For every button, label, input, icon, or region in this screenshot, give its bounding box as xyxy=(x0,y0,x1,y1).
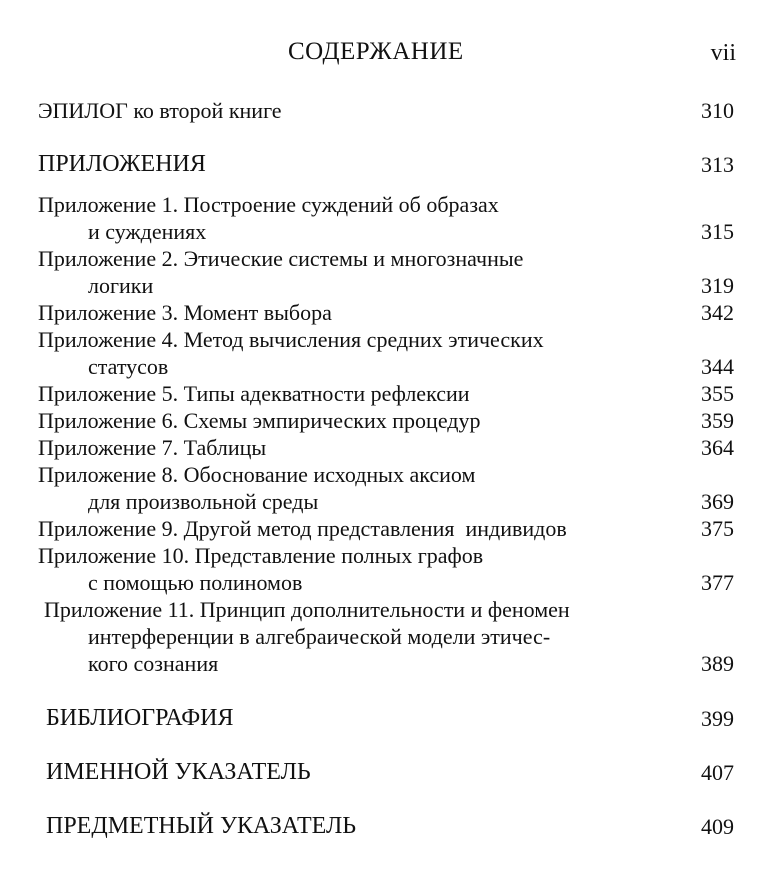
toc-page-bibliography: 399 xyxy=(701,706,734,731)
toc-page-appendix-5: 355 xyxy=(701,381,734,406)
toc-page-subject-index: 409 xyxy=(701,814,734,839)
toc-entry-appendix-5: Приложение 5. Типы адекватности рефлексии xyxy=(38,381,470,406)
toc-entry-appendix-9: Приложение 9. Другой метод представления индивидов xyxy=(38,516,567,541)
toc-entry-appendix-10-cont: с помощью полиномов xyxy=(88,570,303,595)
toc-entry-appendices-section: ПРИЛОЖЕНИЯ xyxy=(38,151,206,177)
toc-page-appendix-7: 364 xyxy=(701,435,734,460)
toc-entry-epilog: ЭПИЛОГ ко второй книге xyxy=(38,98,282,123)
toc-entry-appendix-11-cont: интерференции в алгебраической модели этичес- xyxy=(88,624,551,649)
toc-entry-subject-index: ПРЕДМЕТНЫЙ УКАЗАТЕЛЬ xyxy=(46,813,357,839)
toc-entry-appendix-7: Приложение 7. Таблицы xyxy=(38,435,267,460)
toc-page-appendix-3: 342 xyxy=(701,300,734,325)
toc-entry-appendix-11: Приложение 11. Принцип дополнительности и феномен xyxy=(44,597,570,622)
toc-page-appendix-10: 377 xyxy=(701,570,734,595)
toc-entry-appendix-2: Приложение 2. Этические системы и многозначные xyxy=(38,246,524,271)
toc-entry-name-index: ИМЕННОЙ УКАЗАТЕЛЬ xyxy=(46,759,311,785)
toc-page-appendix-6: 359 xyxy=(701,408,734,433)
toc-entry-appendix-3: Приложение 3. Момент выбора xyxy=(38,300,332,325)
toc-page-appendix-8: 369 xyxy=(701,489,734,514)
toc-page-appendix-4: 344 xyxy=(701,354,734,379)
toc-entry-appendix-8: Приложение 8. Обоснование исходных аксиом xyxy=(38,462,476,487)
toc-entry-appendix-4-cont: статусов xyxy=(88,354,169,379)
toc-entry-appendix-4: Приложение 4. Метод вычисления средних этических xyxy=(38,327,544,352)
toc-page-appendix-2: 319 xyxy=(701,273,734,298)
toc-page-appendix-9: 375 xyxy=(701,516,734,541)
toc-page-epilog: 310 xyxy=(701,98,734,123)
toc-entry-appendix-6: Приложение 6. Схемы эмпирических процедур xyxy=(38,408,481,433)
toc-page-appendices-section: 313 xyxy=(701,152,734,177)
page-number: vii xyxy=(710,40,736,66)
toc-entry-appendix-10: Приложение 10. Представление полных графов xyxy=(38,543,484,568)
toc-page-appendix-1: 315 xyxy=(701,219,734,244)
toc-page-appendix-11: 389 xyxy=(701,651,734,676)
toc-entry-appendix-11-cont2: кого сознания xyxy=(88,651,219,676)
toc-entry-appendix-1: Приложение 1. Построение суждений об образах xyxy=(38,192,499,217)
toc-entry-appendix-2-cont: логики xyxy=(88,273,154,298)
page-title: СОДЕРЖАНИЕ xyxy=(288,38,464,65)
toc-entry-bibliography: БИБЛИОГРАФИЯ xyxy=(46,705,234,731)
toc-entry-appendix-1-cont: и суждениях xyxy=(88,219,207,244)
toc-entry-appendix-8-cont: для произвольной среды xyxy=(88,489,319,514)
toc-page-name-index: 407 xyxy=(701,760,734,785)
